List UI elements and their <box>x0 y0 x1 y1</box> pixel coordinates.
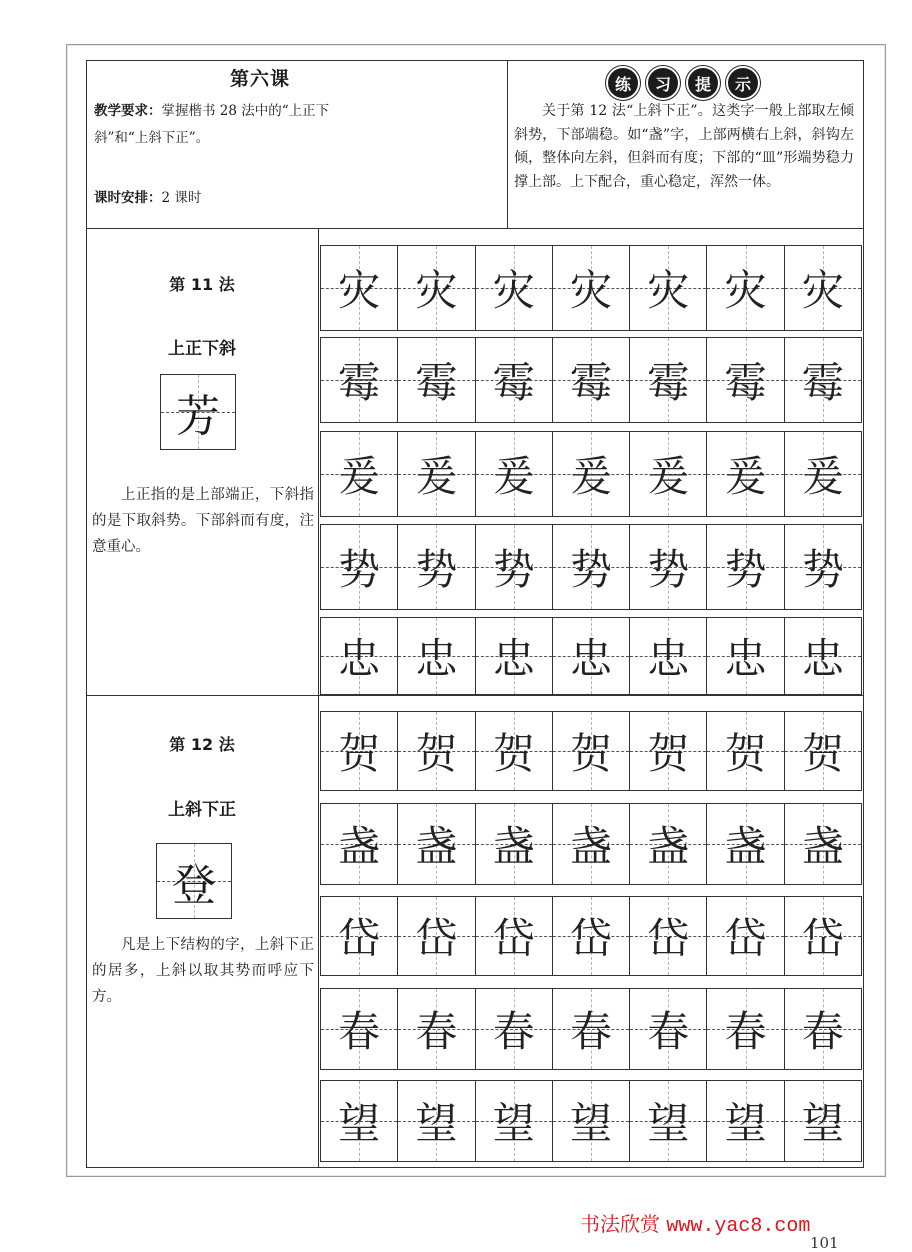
header-divider <box>86 228 864 229</box>
practice-cell: 贺 <box>476 712 553 790</box>
rule-11-description: 上正指的是上部端正，下斜指的是下取斜势。下部斜而有度，注意重心。 <box>92 487 314 555</box>
practice-cell: 霉 <box>707 338 784 422</box>
practice-cell: 灾 <box>398 246 475 330</box>
watermark-url: www.yac8.com <box>666 1215 811 1238</box>
practice-cell: 盏 <box>398 804 475 884</box>
practice-cell: 岱 <box>398 897 475 975</box>
schedule-value: 2 课时 <box>161 190 202 206</box>
practice-cell: 爰 <box>553 432 630 516</box>
practice-cell: 爰 <box>630 432 707 516</box>
practice-cell: 忠 <box>476 618 553 694</box>
practice-cell: 岱 <box>553 897 630 975</box>
schedule <box>94 186 201 206</box>
lesson-title: 第六课 <box>229 68 290 90</box>
practice-cell: 望 <box>785 1081 862 1161</box>
practice-cell: 势 <box>398 525 475 609</box>
practice-row <box>320 803 862 885</box>
rule-11-example-box <box>160 374 236 450</box>
practice-row <box>320 337 862 423</box>
practice-cell: 贺 <box>707 712 784 790</box>
practice-cell: 霉 <box>320 338 398 422</box>
teaching-requirement <box>94 98 424 152</box>
rule-12-example-box <box>156 843 232 919</box>
practice-cell: 贺 <box>630 712 707 790</box>
practice-cell: 爰 <box>398 432 475 516</box>
rule-11-name: 上正下斜 <box>168 339 236 359</box>
practice-cell: 忠 <box>553 618 630 694</box>
section-divider <box>86 695 864 696</box>
practice-row <box>320 431 862 517</box>
practice-cell: 势 <box>476 525 553 609</box>
practice-cell: 春 <box>785 989 862 1069</box>
practice-row <box>320 524 862 610</box>
practice-row <box>320 988 862 1070</box>
requirement-line2: 斜”和“上斜下正”。 <box>94 130 210 146</box>
practice-cell: 灾 <box>785 246 862 330</box>
practice-row <box>320 711 862 791</box>
practice-cell: 春 <box>320 989 398 1069</box>
practice-cell: 霉 <box>476 338 553 422</box>
rule-12-name: 上斜下正 <box>168 800 236 820</box>
practice-cell: 势 <box>785 525 862 609</box>
practice-cell: 岱 <box>785 897 862 975</box>
practice-cell: 势 <box>630 525 707 609</box>
practice-cell: 岱 <box>476 897 553 975</box>
practice-cell: 霉 <box>398 338 475 422</box>
practice-cell: 春 <box>476 989 553 1069</box>
practice-cell: 盏 <box>630 804 707 884</box>
watermark <box>580 1208 810 1238</box>
rule-11-example-char: 芳 <box>176 391 220 442</box>
practice-cell: 春 <box>630 989 707 1069</box>
rule-12-example-char: 登 <box>172 860 216 911</box>
practice-cell: 春 <box>707 989 784 1069</box>
requirement-label: 教学要求： <box>94 103 162 119</box>
column-divider <box>318 228 319 1168</box>
practice-cell: 爰 <box>707 432 784 516</box>
practice-row <box>320 1080 862 1162</box>
practice-cell: 霉 <box>553 338 630 422</box>
practice-cell: 势 <box>320 525 398 609</box>
practice-cell: 灾 <box>553 246 630 330</box>
practice-cell: 势 <box>553 525 630 609</box>
watermark-cn: 书法欣赏 <box>580 1212 660 1236</box>
tips-badge: 示 <box>726 66 760 100</box>
practice-cell: 爰 <box>476 432 553 516</box>
practice-cell: 灾 <box>320 246 398 330</box>
practice-cell: 岱 <box>320 897 398 975</box>
practice-cell: 盏 <box>320 804 398 884</box>
practice-cell: 盏 <box>476 804 553 884</box>
rule-12-description: 凡是上下结构的字，上斜下正的居多，上斜以取其势而呼应下方。 <box>92 937 314 1005</box>
practice-cell: 岱 <box>707 897 784 975</box>
practice-cell: 霉 <box>630 338 707 422</box>
page-number: 101 <box>810 1234 839 1252</box>
practice-cell: 忠 <box>630 618 707 694</box>
practice-cell: 春 <box>398 989 475 1069</box>
practice-cell: 望 <box>398 1081 475 1161</box>
practice-cell: 忠 <box>320 618 398 694</box>
practice-cell: 霉 <box>785 338 862 422</box>
practice-cell: 灾 <box>707 246 784 330</box>
practice-cell: 忠 <box>398 618 475 694</box>
practice-cell: 忠 <box>785 618 862 694</box>
tips-badge: 练 <box>606 66 640 100</box>
tips-badge: 习 <box>646 66 680 100</box>
practice-cell: 岱 <box>630 897 707 975</box>
practice-cell: 贺 <box>320 712 398 790</box>
practice-cell: 贺 <box>398 712 475 790</box>
tips-text: 关于第 12 法“上斜下正”。这类字一般上部取左倾斜势，下部端稳。如“盏”字，上部两横右上斜，斜钩左倾，整体向左斜，但斜而有度；下部的“皿”形端势稳力撑上部。上下配合，重心稳定，浑然一体。 <box>514 103 854 190</box>
practice-cell: 盏 <box>785 804 862 884</box>
practice-cell: 忠 <box>707 618 784 694</box>
requirement-line1: 掌握楷书 28 法中的“上正下 <box>161 103 330 119</box>
practice-row <box>320 617 862 695</box>
practice-cell: 望 <box>476 1081 553 1161</box>
rule-11-number: 第 11 法 <box>169 275 235 294</box>
practice-cell: 灾 <box>476 246 553 330</box>
practice-cell: 灾 <box>630 246 707 330</box>
practice-cell: 爰 <box>785 432 862 516</box>
practice-row <box>320 245 862 331</box>
practice-cell: 望 <box>707 1081 784 1161</box>
practice-cell: 贺 <box>553 712 630 790</box>
rule-12-number: 第 12 法 <box>169 735 235 754</box>
schedule-label: 课时安排： <box>94 190 162 206</box>
tips-divider <box>507 60 508 228</box>
practice-cell: 望 <box>630 1081 707 1161</box>
practice-cell: 爰 <box>320 432 398 516</box>
tips-badge: 提 <box>686 66 720 100</box>
practice-cell: 望 <box>320 1081 398 1161</box>
practice-row <box>320 896 862 976</box>
practice-cell: 春 <box>553 989 630 1069</box>
practice-cell: 贺 <box>785 712 862 790</box>
practice-cell: 盏 <box>553 804 630 884</box>
practice-cell: 势 <box>707 525 784 609</box>
practice-cell: 盏 <box>707 804 784 884</box>
practice-tips-badges <box>606 66 760 100</box>
practice-cell: 望 <box>553 1081 630 1161</box>
